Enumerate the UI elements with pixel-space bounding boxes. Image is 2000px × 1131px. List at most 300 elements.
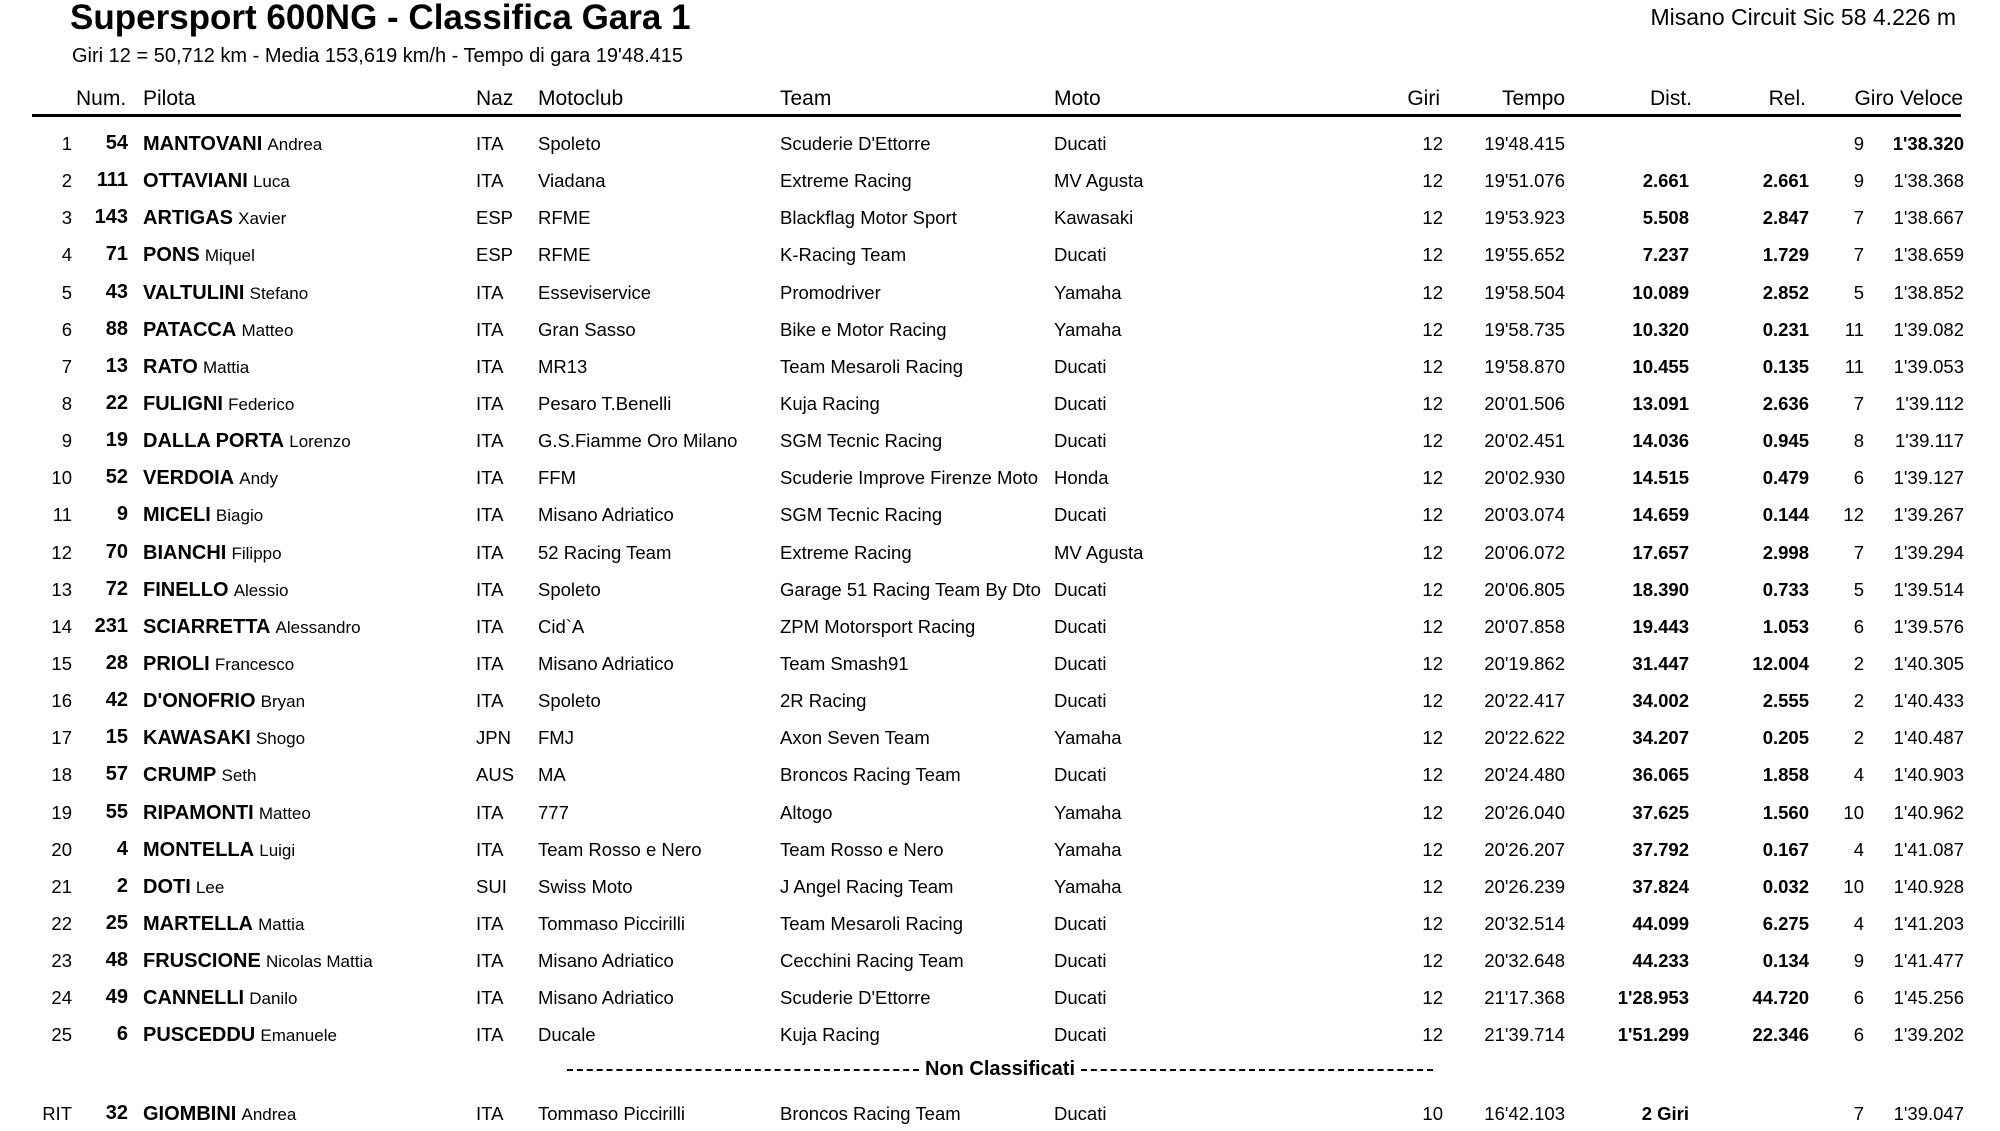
position-cell: 24 — [51, 987, 72, 1009]
nation-cell: ITA — [476, 392, 504, 414]
rider-surname: MICELI — [143, 504, 211, 527]
rider-first-name: Alessandro — [275, 617, 361, 637]
moto-cell: Ducati — [1054, 1103, 1107, 1124]
nation-cell: ITA — [476, 1103, 504, 1124]
number-cell: 19 — [105, 429, 128, 452]
rider-first-name: Matteo — [241, 320, 294, 340]
team-cell: Garage 51 Racing Team By Dto — [780, 578, 1041, 600]
rider-surname: FINELLO — [143, 578, 229, 601]
separator-dash-right — [1081, 1069, 1433, 1071]
number-cell: 9 — [116, 503, 128, 526]
laps-cell: 12 — [1422, 504, 1443, 526]
interval-cell: 2.636 — [1762, 392, 1809, 414]
motoclub-cell: Misano Adriatico — [538, 652, 674, 674]
laps-cell: 12 — [1422, 392, 1443, 414]
table-row — [0, 607, 2000, 644]
position-cell: 3 — [61, 207, 72, 229]
team-cell: J Angel Racing Team — [780, 875, 954, 897]
gap-cell: 14.036 — [1632, 430, 1689, 452]
header-giro-veloce: Giro Veloce — [1854, 87, 1963, 110]
fastest-lap-cell: 1'40.305 — [1893, 652, 1964, 674]
number-cell: 111 — [96, 169, 128, 192]
moto-cell: MV Agusta — [1054, 541, 1144, 563]
rider-first-name: Matteo — [258, 803, 311, 823]
team-cell: Scuderie Improve Firenze Moto — [780, 467, 1039, 489]
team-cell: ZPM Motorsport Racing — [780, 615, 976, 637]
laps-cell: 12 — [1422, 541, 1443, 563]
rider-surname: FULIGNI — [143, 392, 223, 415]
rider-surname: VERDOIA — [143, 467, 235, 490]
rider-name-cell — [143, 356, 249, 379]
fastest-lap-number-cell: 5 — [1853, 281, 1864, 303]
laps-cell: 12 — [1422, 690, 1443, 712]
moto-cell: Yamaha — [1054, 318, 1122, 340]
fastest-lap-number-cell: 2 — [1853, 690, 1864, 712]
rider-first-name: Mattia — [258, 914, 305, 934]
motoclub-cell: 777 — [538, 801, 569, 823]
gap-cell: 37.792 — [1632, 838, 1689, 860]
table-row — [0, 867, 2000, 904]
fastest-lap-number-cell: 11 — [1844, 355, 1864, 377]
time-cell: 19'51.076 — [1484, 170, 1565, 192]
time-cell: 20'03.074 — [1484, 504, 1565, 526]
moto-cell: Ducati — [1054, 504, 1107, 526]
time-cell: 20'02.451 — [1484, 430, 1565, 452]
team-cell: Extreme Racing — [780, 170, 912, 192]
interval-cell: 0.945 — [1762, 430, 1809, 452]
rider-name-cell — [143, 913, 304, 936]
number-cell: 42 — [105, 689, 128, 712]
motoclub-cell: Tommaso Piccirilli — [538, 1103, 685, 1124]
number-cell: 6 — [116, 1023, 128, 1046]
team-cell: Team Mesaroli Racing — [780, 355, 964, 377]
header-rel: Rel. — [1768, 87, 1806, 110]
fastest-lap-number-cell: 10 — [1843, 875, 1864, 897]
gap-cell: 44.099 — [1632, 912, 1689, 934]
gap-cell: 10.089 — [1632, 281, 1689, 303]
position-cell: 23 — [51, 950, 72, 972]
team-cell: Blackflag Motor Sport — [780, 207, 957, 229]
rider-name-cell — [143, 727, 305, 750]
position-cell: 21 — [51, 875, 72, 897]
time-cell: 19'53.923 — [1484, 207, 1565, 229]
laps-cell: 12 — [1422, 652, 1443, 674]
rider-name-cell — [143, 616, 361, 639]
laps-cell: 12 — [1422, 207, 1443, 229]
rider-first-name: Shogo — [255, 729, 306, 749]
laps-cell: 12 — [1422, 764, 1443, 786]
gap-cell: 34.207 — [1632, 727, 1689, 749]
table-row — [0, 830, 2000, 867]
fastest-lap-number-cell: 7 — [1853, 244, 1864, 266]
interval-cell: 0.144 — [1762, 504, 1809, 526]
non-classified-separator — [0, 1058, 2000, 1081]
rider-first-name: Luigi — [259, 840, 296, 860]
rider-name-cell — [143, 467, 278, 490]
interval-cell: 0.135 — [1762, 355, 1809, 377]
position-cell: 6 — [61, 318, 72, 340]
number-cell: 88 — [105, 317, 128, 340]
header-tempo: Tempo — [1501, 87, 1565, 110]
rider-surname: FRUSCIONE — [143, 950, 261, 973]
number-cell: 32 — [105, 1102, 128, 1124]
moto-cell: Ducati — [1054, 987, 1107, 1009]
number-cell: 15 — [105, 726, 128, 749]
rider-first-name: Nicolas Mattia — [265, 952, 373, 972]
number-cell: 143 — [94, 206, 128, 229]
motoclub-cell: MR13 — [538, 355, 588, 377]
rider-first-name: Andrea — [241, 1105, 297, 1124]
position-cell: 7 — [61, 355, 72, 377]
table-row — [0, 644, 2000, 681]
gap-cell: 34.002 — [1632, 690, 1689, 712]
laps-cell: 12 — [1422, 615, 1443, 637]
moto-cell: Yamaha — [1054, 801, 1122, 823]
fastest-lap-cell: 1'38.852 — [1893, 281, 1964, 303]
fastest-lap-cell: 1'38.667 — [1893, 207, 1964, 229]
rider-name-cell — [143, 764, 256, 787]
header-pilota: Pilota — [143, 87, 196, 110]
motoclub-cell: Ducale — [538, 1024, 596, 1046]
fastest-lap-cell: 1'40.928 — [1893, 875, 1964, 897]
time-cell: 20'26.207 — [1484, 838, 1565, 860]
position-cell: 10 — [51, 467, 72, 489]
laps-cell: 12 — [1422, 912, 1443, 934]
time-cell: 20'26.040 — [1484, 801, 1565, 823]
rider-name-cell — [143, 839, 295, 862]
position-cell: 2 — [61, 170, 72, 192]
position-cell: 19 — [51, 801, 72, 823]
time-cell: 20'26.239 — [1484, 875, 1565, 897]
rider-surname: BIANCHI — [143, 541, 227, 564]
nation-cell: ITA — [476, 838, 504, 860]
time-cell: 20'32.648 — [1484, 950, 1565, 972]
nation-cell: ITA — [476, 504, 504, 526]
rider-name-cell — [143, 430, 351, 453]
table-row — [0, 384, 2000, 421]
table-row — [0, 570, 2000, 607]
laps-cell: 12 — [1422, 430, 1443, 452]
number-cell: 72 — [105, 577, 128, 600]
fastest-lap-number-cell: 9 — [1853, 170, 1864, 192]
fastest-lap-cell: 1'39.202 — [1893, 1024, 1964, 1046]
fastest-lap-number-cell: 11 — [1844, 318, 1864, 340]
moto-cell: Yamaha — [1054, 875, 1122, 897]
team-cell: Kuja Racing — [780, 1024, 880, 1046]
motoclub-cell: Team Rosso e Nero — [538, 838, 702, 860]
rider-first-name: Mattia — [202, 357, 250, 377]
laps-cell: 12 — [1422, 838, 1443, 860]
fastest-lap-number-cell: 4 — [1853, 912, 1864, 934]
motoclub-cell: Pesaro T.Benelli — [538, 392, 672, 414]
nation-cell: ITA — [476, 690, 504, 712]
rider-surname: CRUMP — [143, 764, 217, 787]
rider-first-name: Bryan — [260, 692, 306, 712]
laps-cell: 12 — [1422, 281, 1443, 303]
gap-cell: 37.824 — [1632, 875, 1689, 897]
gap-cell: 19.443 — [1632, 615, 1689, 637]
gap-cell: 10.455 — [1632, 355, 1689, 377]
table-row — [0, 458, 2000, 495]
header-naz: Naz — [476, 87, 514, 110]
fastest-lap-number-cell: 4 — [1853, 838, 1864, 860]
team-cell: K-Racing Team — [780, 244, 907, 266]
laps-cell: 12 — [1422, 801, 1443, 823]
interval-cell: 1.858 — [1762, 764, 1809, 786]
motoclub-cell: Spoleto — [538, 578, 601, 600]
laps-cell: 12 — [1422, 170, 1443, 192]
nation-cell: ITA — [476, 652, 504, 674]
team-cell: SGM Tecnic Racing — [780, 430, 943, 452]
number-cell: 48 — [105, 949, 128, 972]
rider-first-name: Biagio — [215, 506, 264, 526]
moto-cell: Ducati — [1054, 764, 1107, 786]
nation-cell: ITA — [476, 912, 504, 934]
nation-cell: ITA — [476, 578, 504, 600]
fastest-lap-number-cell: 2 — [1853, 727, 1864, 749]
nation-cell: ITA — [476, 133, 504, 154]
nation-cell: ITA — [476, 281, 504, 303]
motoclub-cell: 52 Racing Team — [538, 541, 672, 563]
motoclub-cell: Swiss Moto — [538, 875, 633, 897]
fastest-lap-number-cell: 6 — [1853, 615, 1864, 637]
rider-name-cell — [143, 579, 289, 602]
moto-cell: Ducati — [1054, 430, 1107, 452]
moto-cell: Ducati — [1054, 355, 1107, 377]
nation-cell: ITA — [476, 615, 504, 637]
fastest-lap-number-cell: 8 — [1853, 430, 1864, 452]
rider-surname: RIPAMONTI — [143, 801, 254, 824]
fastest-lap-number-cell: 7 — [1853, 541, 1864, 563]
moto-cell: Ducati — [1054, 244, 1107, 266]
nation-cell: SUI — [476, 875, 507, 897]
moto-cell: Kawasaki — [1054, 207, 1134, 229]
position-cell: 13 — [51, 578, 72, 600]
rider-first-name: Federico — [228, 394, 295, 414]
header-team: Team — [780, 87, 832, 110]
table-row — [0, 273, 2000, 310]
fastest-lap-cell: 1'41.477 — [1893, 950, 1964, 972]
rider-name-cell — [143, 690, 305, 713]
fastest-lap-cell: 1'41.203 — [1893, 912, 1964, 934]
rider-surname: MONTELLA — [143, 838, 255, 861]
time-cell: 20'02.930 — [1484, 467, 1565, 489]
laps-cell: 12 — [1422, 987, 1443, 1009]
team-cell: Extreme Racing — [780, 541, 912, 563]
header-giri: Giri — [1407, 87, 1440, 110]
fastest-lap-number-cell: 12 — [1843, 504, 1864, 526]
fastest-lap-number-cell: 4 — [1853, 764, 1864, 786]
table-row — [0, 681, 2000, 718]
nation-cell: ITA — [476, 467, 504, 489]
fastest-lap-cell: 1'40.487 — [1893, 727, 1964, 749]
interval-cell: 2.661 — [1762, 170, 1809, 192]
gap-cell: 10.320 — [1632, 318, 1689, 340]
rider-name-cell — [143, 1103, 296, 1126]
number-cell: 43 — [105, 280, 128, 303]
position-cell: 12 — [51, 541, 72, 563]
fastest-lap-cell: 1'39.117 — [1894, 430, 1964, 452]
table-row — [0, 718, 2000, 755]
moto-cell: Yamaha — [1054, 281, 1122, 303]
fastest-lap-number-cell: 7 — [1853, 207, 1864, 229]
rider-surname: GIOMBINI — [143, 1103, 237, 1125]
gap-cell: 1'28.953 — [1617, 987, 1689, 1009]
fastest-lap-cell: 1'38.659 — [1893, 244, 1964, 266]
rider-surname: VALTULINI — [143, 281, 245, 304]
fastest-lap-number-cell: 7 — [1853, 392, 1864, 414]
rider-surname: DALLA PORTA — [143, 430, 285, 453]
gap-cell: 17.657 — [1632, 541, 1689, 563]
motoclub-cell: Spoleto — [538, 133, 601, 154]
motoclub-cell: Viadana — [538, 170, 606, 192]
non-classified-table — [0, 1094, 2000, 1131]
rider-surname: PRIOLI — [143, 652, 210, 675]
time-cell: 20'06.072 — [1484, 541, 1565, 563]
rider-surname: DOTI — [143, 875, 191, 898]
team-cell: Scuderie D'Ettorre — [780, 987, 931, 1009]
rider-first-name: Luca — [252, 172, 290, 192]
rider-name-cell — [143, 207, 286, 230]
interval-cell: 2.852 — [1762, 281, 1809, 303]
moto-cell: Ducati — [1054, 133, 1107, 154]
fastest-lap-cell: 1'38.368 — [1893, 170, 1964, 192]
fastest-lap-number-cell: 10 — [1843, 801, 1864, 823]
rider-surname: SCIARRETTA — [143, 615, 271, 638]
nation-cell: ITA — [476, 950, 504, 972]
fastest-lap-number-cell: 7 — [1853, 1103, 1864, 1124]
motoclub-cell: Tommaso Piccirilli — [538, 912, 685, 934]
number-cell: 71 — [105, 243, 128, 266]
number-cell: 49 — [105, 986, 128, 1009]
rider-first-name: Seth — [221, 766, 257, 786]
table-row — [0, 1094, 2000, 1131]
nation-cell: AUS — [476, 764, 515, 786]
number-cell: 28 — [105, 651, 128, 674]
moto-cell: Ducati — [1054, 690, 1107, 712]
rider-name-cell — [143, 653, 294, 676]
time-cell: 21'39.714 — [1484, 1024, 1565, 1046]
position-cell: 4 — [61, 244, 72, 266]
race-title: Supersport 600NG - Classifica Gara 1 — [70, 0, 691, 37]
number-cell: 52 — [105, 466, 128, 489]
time-cell: 20'06.805 — [1484, 578, 1565, 600]
team-cell: Altogo — [780, 801, 833, 823]
rider-first-name: Danilo — [249, 989, 298, 1009]
number-cell: 13 — [105, 354, 128, 377]
interval-cell: 2.555 — [1762, 690, 1809, 712]
team-cell: SGM Tecnic Racing — [780, 504, 943, 526]
laps-cell: 12 — [1422, 1024, 1443, 1046]
position-cell: 25 — [51, 1024, 72, 1046]
motoclub-cell: Spoleto — [538, 690, 601, 712]
gap-cell: 37.625 — [1632, 801, 1689, 823]
fastest-lap-cell: 1'40.903 — [1893, 764, 1964, 786]
moto-cell: MV Agusta — [1054, 170, 1144, 192]
rider-name-cell — [143, 133, 322, 156]
time-cell: 19'58.735 — [1484, 318, 1565, 340]
table-row — [0, 161, 2000, 198]
rider-first-name: Miquel — [204, 246, 255, 266]
time-cell: 20'24.480 — [1484, 764, 1565, 786]
moto-cell: Ducati — [1054, 912, 1107, 934]
number-cell: 54 — [105, 132, 128, 154]
interval-cell: 0.733 — [1762, 578, 1809, 600]
rider-surname: KAWASAKI — [143, 727, 251, 750]
team-cell: Team Mesaroli Racing — [780, 912, 964, 934]
fastest-lap-number-cell: 2 — [1853, 652, 1864, 674]
laps-cell: 12 — [1422, 133, 1443, 154]
number-cell: 2 — [116, 874, 128, 897]
number-cell: 70 — [105, 540, 128, 563]
position-cell: 15 — [51, 652, 72, 674]
position-cell: 14 — [51, 615, 72, 637]
team-cell: Cecchini Racing Team — [780, 950, 964, 972]
motoclub-cell: Esseviservice — [538, 281, 652, 303]
time-cell: 20'22.417 — [1484, 690, 1565, 712]
rider-surname: D'ONOFRIO — [143, 690, 256, 713]
motoclub-cell: Gran Sasso — [538, 318, 636, 340]
header-dist: Dist. — [1650, 87, 1692, 110]
team-cell: Broncos Racing Team — [780, 764, 961, 786]
motoclub-cell: MA — [538, 764, 566, 786]
position-cell: RIT — [42, 1103, 72, 1124]
team-cell: Scuderie D'Ettorre — [780, 133, 931, 154]
rider-first-name: Andrea — [267, 135, 323, 154]
rider-name-cell — [143, 950, 373, 973]
rider-first-name: Francesco — [214, 654, 295, 674]
number-cell: 57 — [105, 763, 128, 786]
position-cell: 5 — [61, 281, 72, 303]
venue-label: Misano Circuit Sic 58 4.226 m — [1650, 4, 1956, 30]
moto-cell: Ducati — [1054, 950, 1107, 972]
rider-surname: CANNELLI — [143, 987, 245, 1010]
fastest-lap-cell: 1'39.053 — [1893, 355, 1964, 377]
rider-first-name: Filippo — [231, 543, 282, 563]
interval-cell: 44.720 — [1752, 987, 1809, 1009]
laps-cell: 10 — [1422, 1103, 1443, 1124]
number-cell: 25 — [105, 911, 128, 934]
position-cell: 9 — [61, 430, 72, 452]
moto-cell: Yamaha — [1054, 838, 1122, 860]
team-cell: Bike e Motor Racing — [780, 318, 947, 340]
position-cell: 20 — [51, 838, 72, 860]
rider-first-name: Alessio — [233, 580, 289, 600]
interval-cell: 6.275 — [1762, 912, 1809, 934]
table-row — [0, 495, 2000, 532]
nation-cell: ITA — [476, 801, 504, 823]
fastest-lap-number-cell: 6 — [1853, 1024, 1864, 1046]
rider-name-cell — [143, 282, 308, 305]
rider-first-name: Stefano — [249, 283, 309, 303]
rider-name-cell — [143, 244, 255, 267]
motoclub-cell: Misano Adriatico — [538, 504, 674, 526]
nation-cell: ITA — [476, 1024, 504, 1046]
separator-dash-left — [567, 1069, 919, 1071]
number-cell: 55 — [105, 800, 128, 823]
motoclub-cell: Cid`A — [538, 615, 585, 637]
rider-first-name: Lee — [195, 877, 225, 897]
laps-cell: 12 — [1422, 318, 1443, 340]
number-cell: 231 — [94, 614, 128, 637]
position-cell: 11 — [52, 504, 72, 526]
header-rule — [32, 114, 1961, 117]
non-classified-label: Non Classificati — [924, 1058, 1076, 1080]
nation-cell: ESP — [476, 207, 514, 229]
rider-name-cell — [143, 393, 294, 416]
gap-cell: 5.508 — [1642, 207, 1689, 229]
fastest-lap-cell: 1'39.112 — [1894, 392, 1964, 414]
